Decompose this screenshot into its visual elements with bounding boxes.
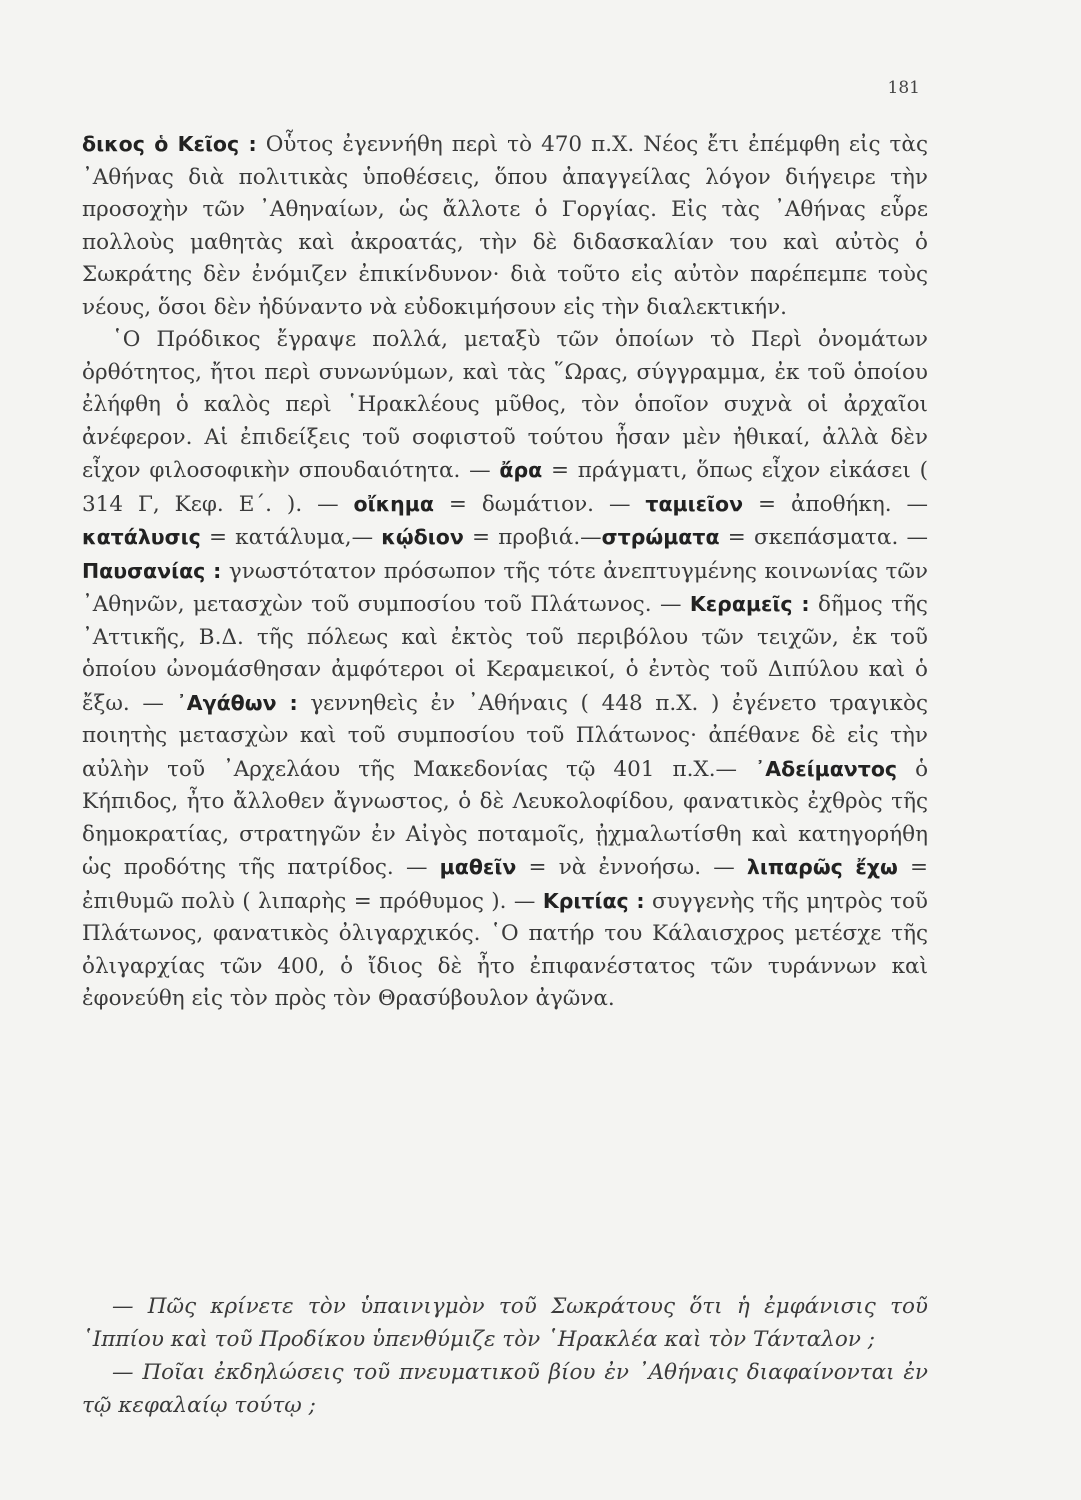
glossary-term: λιπαρῶς ἔχω	[746, 855, 898, 879]
glossary-term: ᾿Αγάθων :	[176, 690, 298, 715]
glossary-term: ᾿Αδείμαντος	[755, 756, 898, 781]
glossary-definition: = ἐπιθυμῶ πολὺ ( λιπαρὴς = πρόθυμος ). —	[82, 855, 928, 914]
glossary-definition: = νὰ ἐννοήσω. —	[516, 855, 747, 880]
glossary-term: δικος ὁ Κεῖος :	[82, 132, 257, 156]
glossary-definition: = προβιά.—	[463, 525, 602, 550]
glossary-definition: = κατάλυμα,—	[200, 525, 382, 550]
glossary-definition: δῆμος τῆς ᾿Αττικῆς, Β.Δ. τῆς πόλεως καὶ ἐκτὸς τοῦ περιβόλου τῶν τειχῶν, ἐκ τοῦ ὁποίου ὠνομάσθησαν ἀμφότεροι οἱ Κεραμεικοί, ὁ ἐντὸς τοῦ Διπύλου καὶ ὁ ἔξω. —	[82, 592, 928, 716]
glossary-definition: γνωστότατον πρόσωπον τῆς τότε ἀνεπτυγμένης κοινωνίας τῶν ᾿Αθηνῶν, μετασχὼν τοῦ συμποσίου τοῦ Πλάτωνος. —	[82, 558, 928, 617]
glossary-definition: = σκεπάσματα. —	[719, 525, 928, 550]
glossary-definition: = πράγματι, ὅπως εἶχον εἰκάσει ( 314 Γ, Κεφ. Ε΄. ). —	[82, 458, 928, 517]
paragraph-glossary	[82, 324, 928, 1016]
glossary-term: οἴκημα	[353, 491, 434, 516]
glossary-definition: γεννηθεὶς ἐν ᾿Αθήναις ( 448 π.Χ. ) ἐγένετο τραγικὸς ποιητὴς μετασχὼν καὶ τοῦ συμποσίου τοῦ Πλάτωνος· ἀπέθανε δὲ εἰς τὴν αὐλὴν τοῦ ᾿Αρχελάου τῆς Μακεδονίας τῷ 401 π.Χ.—	[82, 690, 928, 782]
glossary-term: Κριτίας :	[542, 888, 645, 913]
glossary-definition: = δωμάτιον. —	[433, 491, 646, 517]
paragraph-prodicus-bio	[82, 128, 928, 324]
glossary-term: μαθεῖν	[439, 855, 517, 879]
glossary-term: ταμιεῖον	[645, 491, 744, 516]
paragraph-text: Οὗτος ἐγεννήθη περὶ τὸ 470 π.Χ. Νέος ἔτι ἐπέμφθη εἰς τὰς ᾿Αθήνας διὰ πολιτικὰς ὑποθέσεις, ὅπου ἀπαγγείλας λόγον διήγειρε τὴν προσοχὴν τῶν ᾿Αθηναίων, ὡς ἄλλοτε ὁ Γοργίας. Εἰς τὰς ᾿Αθήνας εὗρε πολλοὺς μαθητὰς καὶ ἀκροατάς, τὴν δὲ διδασκαλίαν του καὶ αὐτὸς ὁ Σωκράτης δὲν ἐνόμιζεν ἐπικίνδυνον· διὰ τοῦτο εἰς αὐτὸν παρέπεμπε τοὺς νέους, ὅσοι δὲν ἠδύναντο νὰ εὐδοκιμήσουν εἰς τὴν διαλεκτικήν.	[82, 132, 928, 320]
glossary-term: κῴδιον	[381, 525, 464, 549]
page-number: 181	[887, 78, 920, 98]
glossary-term: ἄρα	[499, 458, 543, 482]
question-1: — Πῶς κρίνετε τὸν ὑπαινιγμὸν τοῦ Σωκράτους ὅτι ἡ ἐμφάνισις τοῦ ῾Ιππίου καὶ τοῦ Προδίκου ὑπενθύμιζε τὸν ῾Ηρακλέα καὶ τὸν Τάνταλον ;	[82, 1294, 928, 1352]
glossary-term: Κεραμεῖς :	[689, 592, 810, 616]
glossary-definition: συγγενὴς τῆς μητρὸς τοῦ Πλάτωνος, φανατικὸς ὀλιγαρχικός. ῾Ο πατήρ του Κάλαισχρος μετέσχε τῆς ὀλιγαρχίας τῶν 400, ὁ ἴδιος δὲ ἦτο ἐπιφανέστατος τῶν τυράννων καὶ ἐφονεύθη εἰς τὸν πρὸς τὸν Θρασύβουλον ἀγῶνα.	[82, 888, 928, 1011]
glossary-definition: ὁ Κήπιδος, ἦτο ἄλλοθεν ἄγνωστος, ὁ δὲ Λευκολοφίδου, φανατικὸς ἐχθρὸς τῆς δημοκρατίας, στρατηγῶν ἐν Αἰγὸς ποταμοῖς, ᾐχμαλωτίσθη καὶ κατηγορήθη ὡς προδότης τῆς πατρίδος. —	[82, 756, 929, 880]
glossary-term: στρώματα	[601, 525, 720, 549]
study-questions	[82, 1290, 928, 1422]
paragraph-text: ῾Ο Πρόδικος ἔγραψε πολλά, μεταξὺ τῶν ὁποίων τὸ Περὶ ὀνομάτων ὀρθότητος, ἤτοι περὶ συνωνύμων, καὶ τὰς ῞Ωρας, σύγγραμμα, ἐκ τοῦ ὁποίου ἐλήφθη ὁ καλὸς περὶ ῾Ηρακλέους μῦθος, τὸν ὁποῖον συχνὰ οἱ ἀρχαῖοι ἀνέφερον. Αἱ ἐπιδείξεις τοῦ σοφιστοῦ τούτου ἦσαν μὲν ἠθικαί, ἀλλὰ δὲν εἶχον φιλοσοφικὴν σπουδαιότητα. —	[82, 327, 928, 483]
glossary-term: Παυσανίας :	[82, 558, 222, 583]
glossary-term: κατάλυσις	[82, 525, 201, 549]
glossary-definition: = ἀποθήκη. —	[743, 491, 928, 517]
commentary-text	[82, 128, 928, 1016]
question-2: — Ποῖαι ἐκδηλώσεις τοῦ πνευματικοῦ βίου ἐν ᾿Αθήναις διαφαίνονται ἐν τῷ κεφαλαίῳ τούτῳ ;	[82, 1360, 928, 1418]
